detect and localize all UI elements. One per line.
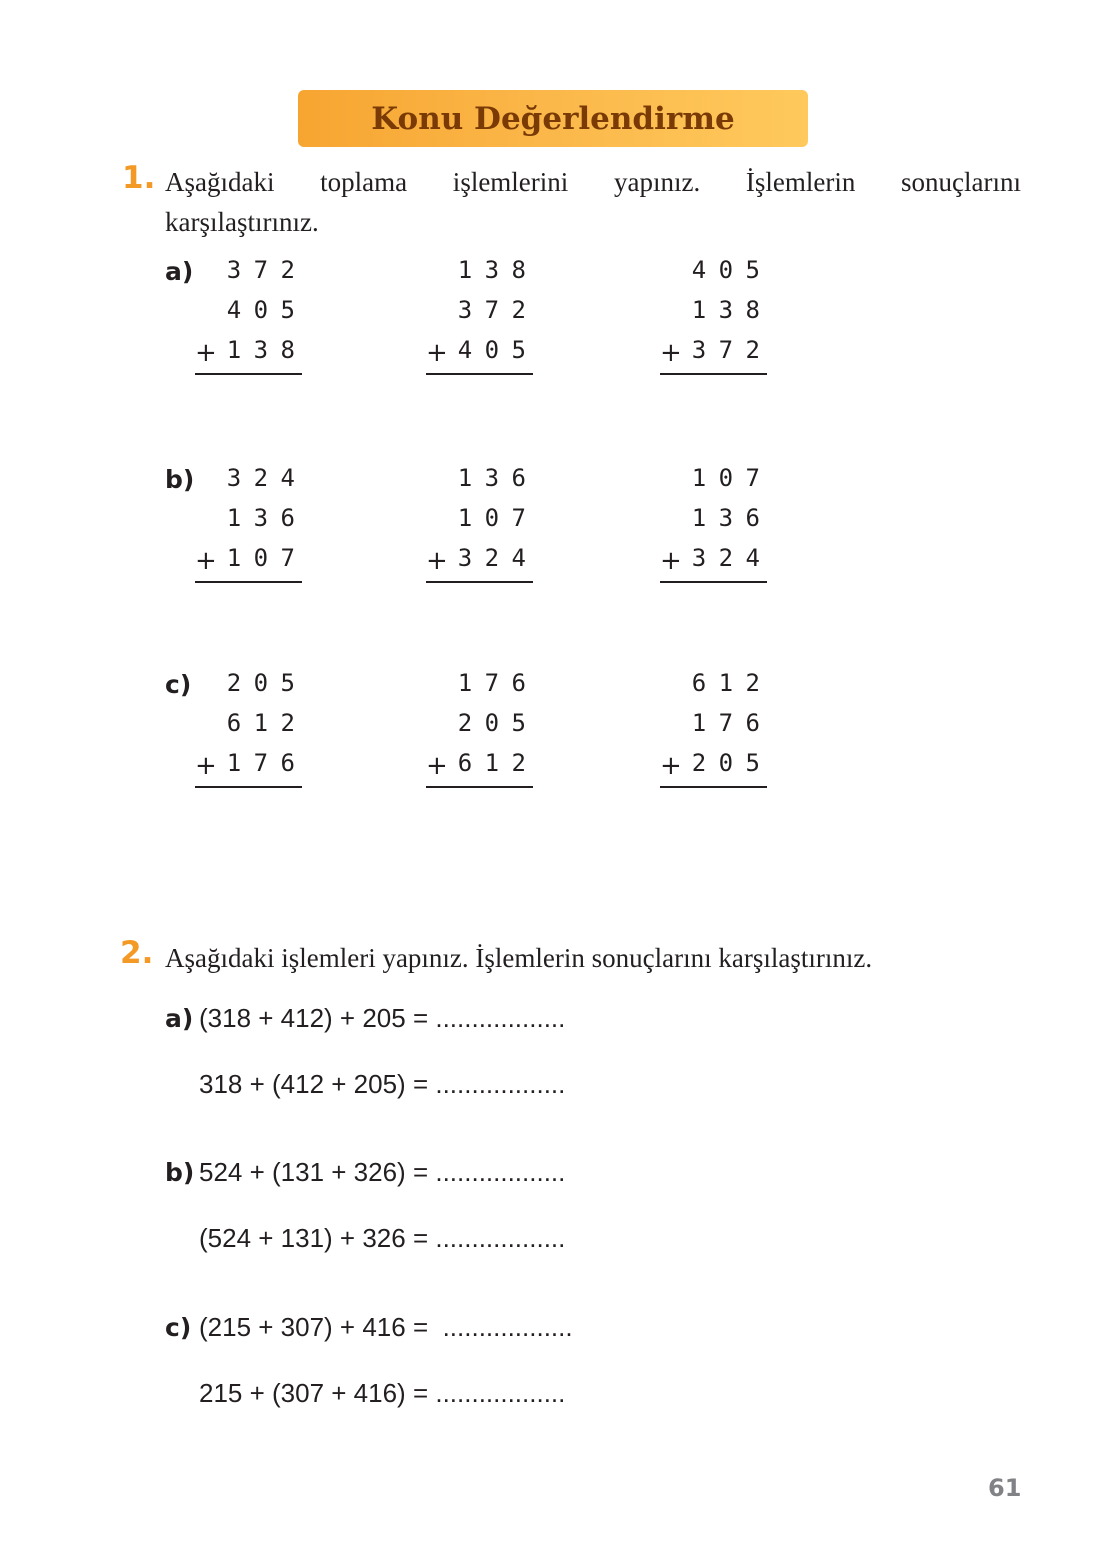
expression: (524 + 131) + 326 = ..................: [199, 1223, 566, 1253]
sum-line: [426, 581, 533, 583]
plus-sign: +: [195, 546, 217, 576]
addend: 4 0 5: [691, 256, 761, 284]
expression: 215 + (307 + 416) = ..................: [199, 1378, 566, 1408]
addend: 1 3 8: [691, 296, 761, 324]
addend: 3 2 4: [226, 464, 296, 492]
question-1-text-line1: Aşağıdaki toplama işlemlerini yapınız. İşlemlerin sonuçlarını: [165, 167, 1021, 197]
problem-label: c): [165, 670, 192, 699]
plus-sign: +: [426, 546, 448, 576]
section-title: Konu Değerlendirme: [371, 100, 735, 137]
addend: 6 1 2: [226, 709, 296, 737]
addend: 3 7 2: [457, 296, 527, 324]
sum-line: [195, 373, 302, 375]
addend: 2 0 5: [226, 669, 296, 697]
addend: 1 3 8: [457, 256, 527, 284]
expression: (318 + 412) + 205 = ..................: [199, 1003, 566, 1033]
section-title-banner: [298, 90, 808, 147]
addend: 1 3 6: [457, 464, 527, 492]
addend: 4 0 5: [457, 336, 527, 364]
page-number: 61: [988, 1474, 1022, 1502]
sum-line: [660, 581, 767, 583]
addend: 4 0 5: [226, 296, 296, 324]
sum-line: [195, 581, 302, 583]
plus-sign: +: [426, 338, 448, 368]
addend: 6 1 2: [691, 669, 761, 697]
plus-sign: +: [195, 338, 217, 368]
plus-sign: +: [195, 751, 217, 781]
sum-line: [195, 786, 302, 788]
addend: 1 3 8: [226, 336, 296, 364]
addend: 1 0 7: [691, 464, 761, 492]
expression: 318 + (412 + 205) = ..................: [199, 1069, 566, 1099]
problem-label: a): [165, 257, 194, 286]
plus-sign: +: [426, 751, 448, 781]
addend: 3 2 4: [457, 544, 527, 572]
plus-sign: +: [660, 338, 682, 368]
problem-label: b): [165, 465, 195, 494]
plus-sign: +: [660, 751, 682, 781]
addend: 1 7 6: [226, 749, 296, 777]
question-1-text-line2: karşılaştırınız.: [165, 207, 319, 237]
sum-line: [660, 373, 767, 375]
sum-line: [426, 786, 533, 788]
problem-label: a): [165, 1004, 194, 1033]
addend: 2 0 5: [691, 749, 761, 777]
expression: 524 + (131 + 326) = ..................: [199, 1157, 566, 1187]
addend: 1 7 6: [457, 669, 527, 697]
addend: 1 3 6: [226, 504, 296, 532]
sum-line: [660, 786, 767, 788]
addend: 2 0 5: [457, 709, 527, 737]
addend: 3 2 4: [691, 544, 761, 572]
question-1-number: 1.: [122, 160, 156, 196]
addend: 6 1 2: [457, 749, 527, 777]
problem-label: c): [165, 1313, 192, 1342]
plus-sign: +: [660, 546, 682, 576]
addend: 3 7 2: [226, 256, 296, 284]
expression: (215 + 307) + 416 = ..................: [199, 1312, 573, 1342]
addend: 3 7 2: [691, 336, 761, 364]
addend: 1 0 7: [457, 504, 527, 532]
addend: 1 3 6: [691, 504, 761, 532]
sum-line: [426, 373, 533, 375]
addend: 1 7 6: [691, 709, 761, 737]
problem-label: b): [165, 1158, 195, 1187]
addend: 1 0 7: [226, 544, 296, 572]
question-2-text: Aşağıdaki işlemleri yapınız. İşlemlerin sonuçlarını karşılaştırınız.: [165, 943, 873, 973]
question-2-number: 2.: [120, 935, 154, 971]
